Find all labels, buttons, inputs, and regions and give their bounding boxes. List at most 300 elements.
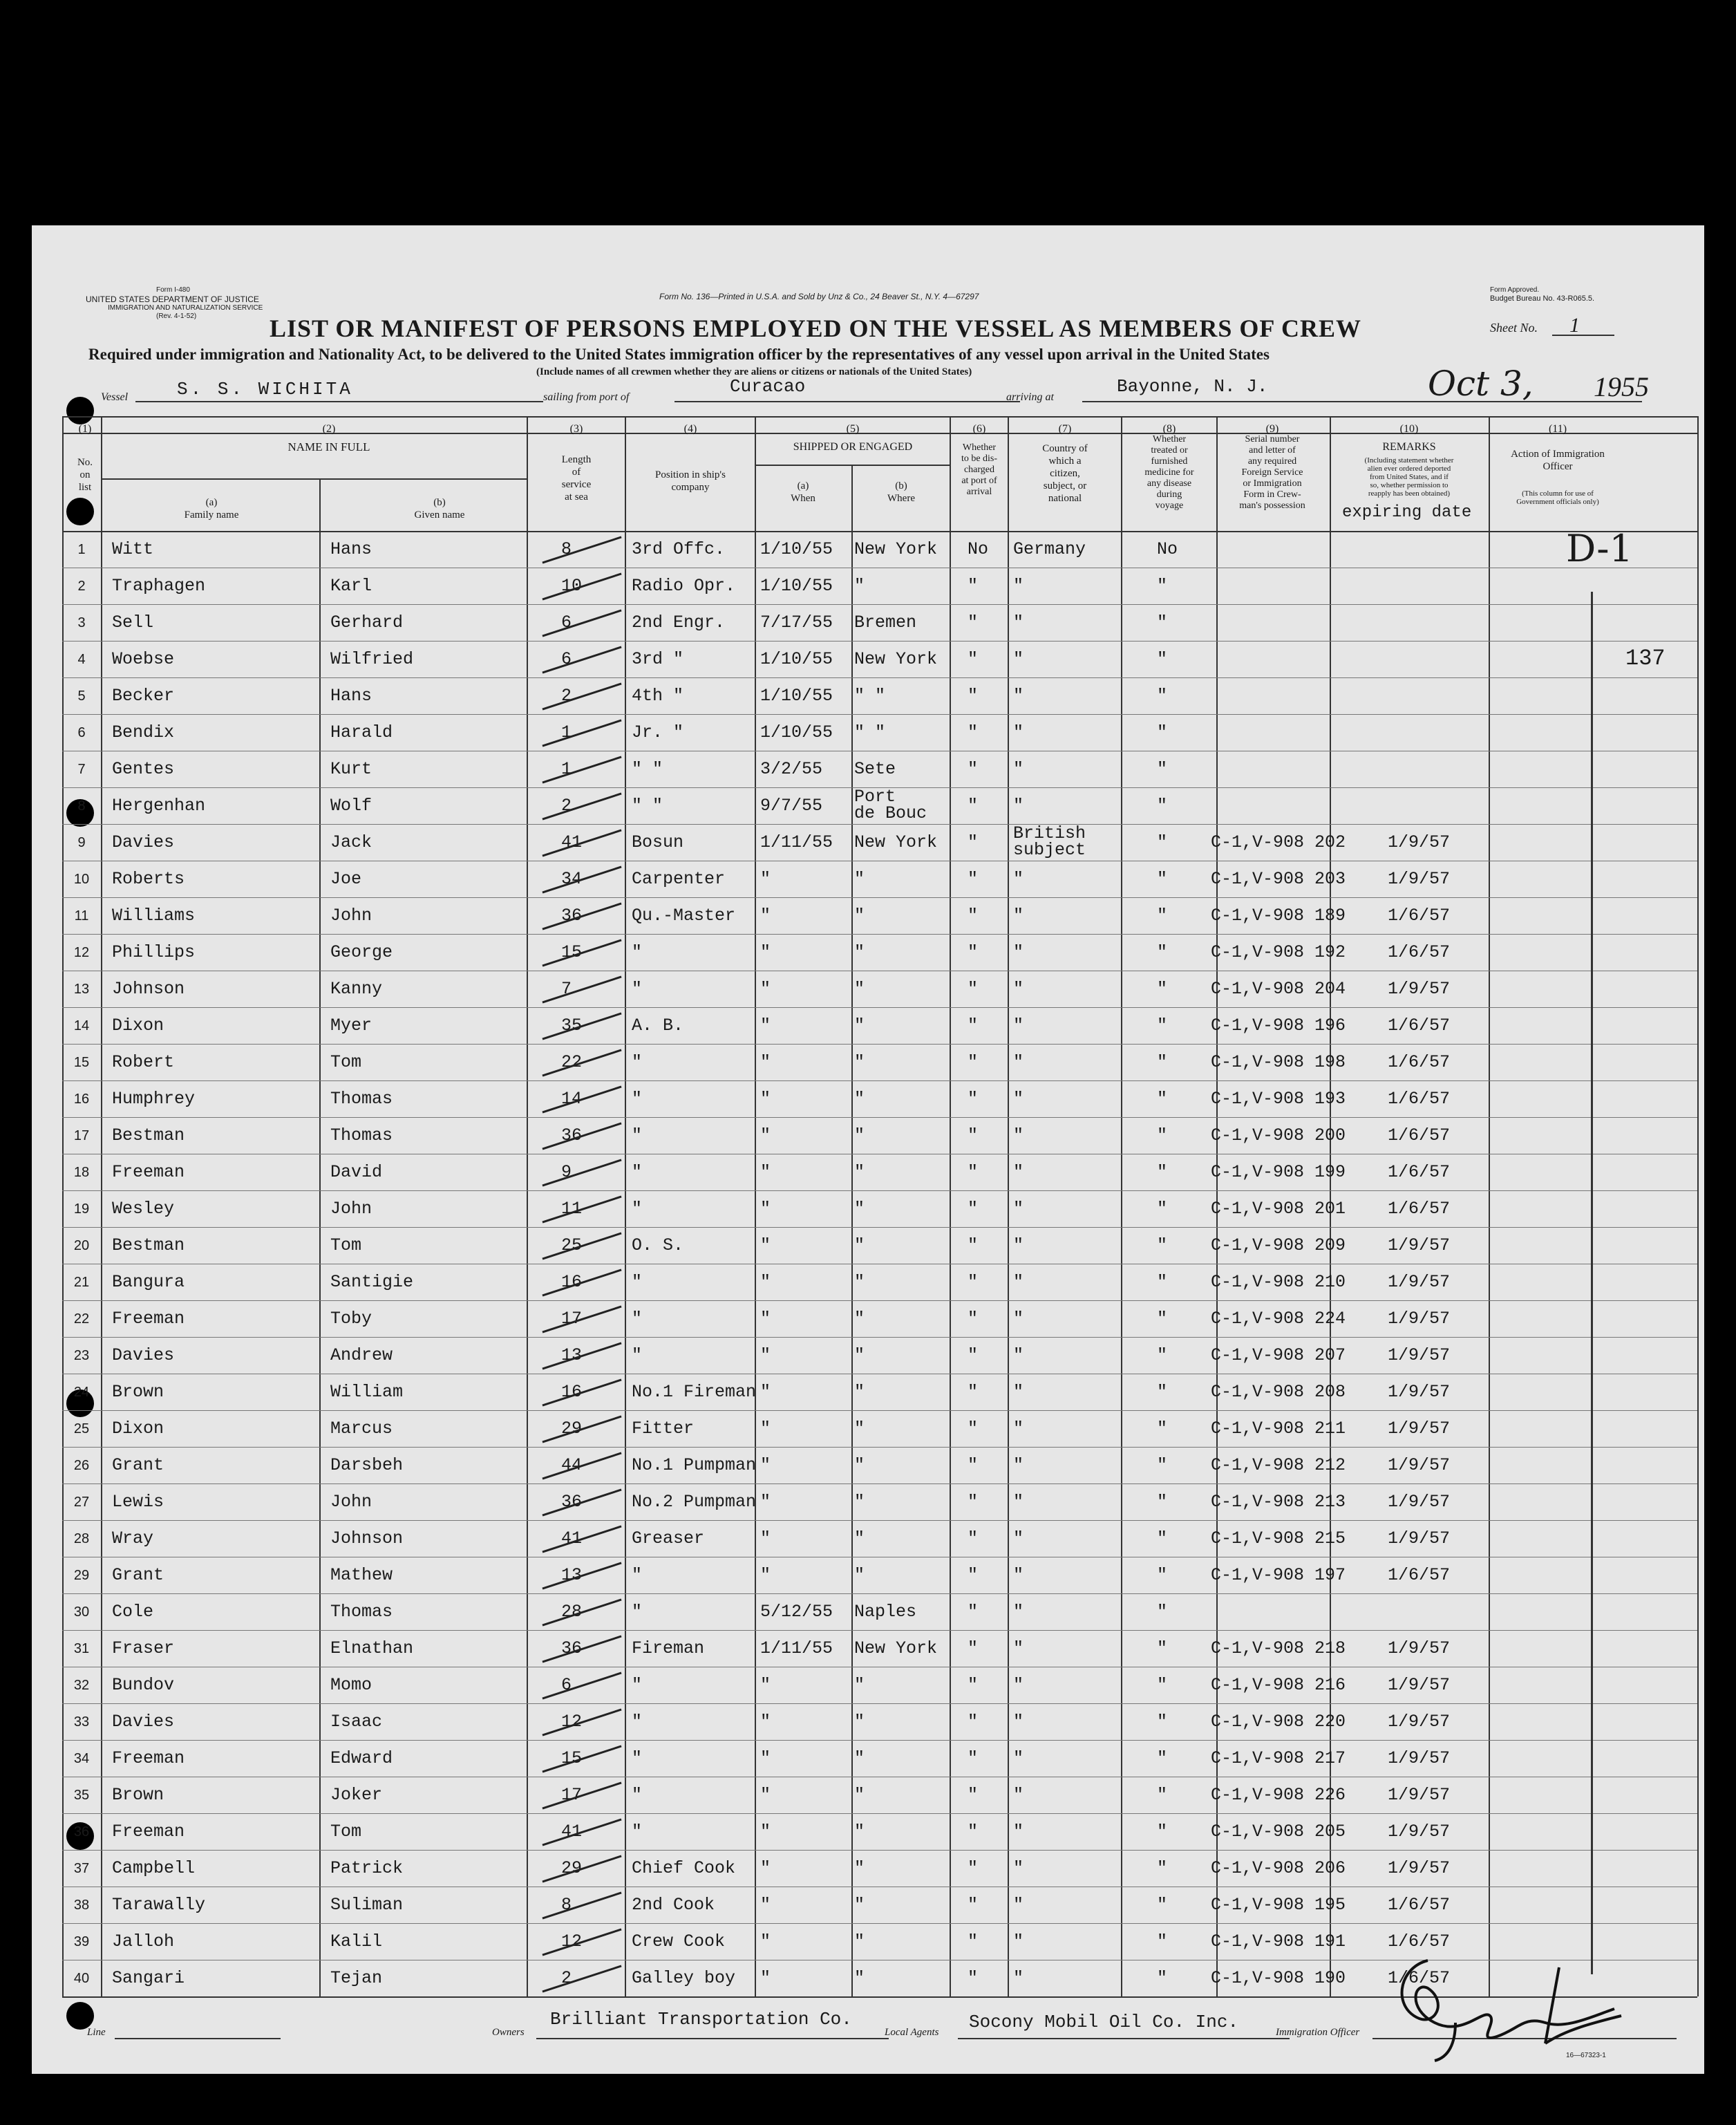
row-number: 26 (73, 1458, 90, 1473)
grid-line (1121, 416, 1122, 1996)
grid-line (62, 1044, 1697, 1045)
grid-line (62, 416, 1697, 418)
grid-line (62, 1703, 1697, 1704)
cell-position: " (632, 1199, 643, 1219)
cell-family: Davies (112, 1712, 175, 1732)
cell-when: 1/10/55 (760, 539, 833, 559)
cell-remarks: 1/6/57 (1388, 1199, 1451, 1219)
cell-where: " (854, 1712, 865, 1732)
cell-country: " (1013, 1931, 1024, 1951)
cell-family: Grant (112, 1565, 164, 1585)
grid-line (62, 1007, 1697, 1008)
grid-line (62, 641, 1697, 642)
cell-given: John (330, 906, 372, 926)
agents-value: Socony Mobil Oil Co. Inc. (969, 2012, 1239, 2032)
cell-service: 17 (561, 1785, 583, 1805)
cell-country: " (1013, 1455, 1024, 1475)
cell-country: " (1013, 1125, 1024, 1145)
punch-hole (66, 2002, 94, 2030)
cell-family: Bangura (112, 1272, 185, 1292)
row-number: 20 (73, 1238, 90, 1253)
officer-signature (1386, 1940, 1649, 2064)
cell-medicine: " (1157, 722, 1168, 742)
row-number: 36 (73, 1824, 90, 1840)
cell-when: " (760, 906, 771, 926)
cell-given: Darsbeh (330, 1455, 404, 1475)
cell-serial: C-1,V-908 202 (1211, 832, 1346, 852)
cell-serial: C-1,V-908 197 (1211, 1565, 1346, 1585)
col3-label: Length of service at sea (561, 454, 592, 503)
cell-where: New York (854, 832, 938, 852)
row-number: 31 (73, 1641, 90, 1656)
cell-position: O. S. (632, 1235, 684, 1255)
cell-given: Johnson (330, 1528, 404, 1548)
cell-discharge: " (968, 1712, 979, 1732)
cell-where: " (854, 1455, 865, 1475)
cell-country: " (1013, 1382, 1024, 1402)
cell-service: 13 (561, 1345, 583, 1365)
cell-service: 8 (561, 1895, 572, 1915)
cell-position: " (632, 1712, 643, 1732)
row-number: 30 (73, 1604, 90, 1620)
row-number: 37 (73, 1861, 90, 1876)
col1-num: (1) (78, 423, 92, 435)
cell-where: Port de Bouc (854, 787, 927, 823)
cell-when: " (760, 1272, 771, 1292)
cell-service: 29 (561, 1419, 583, 1439)
officer-mark: D-1 (1566, 527, 1633, 570)
cell-discharge: " (968, 576, 979, 596)
cell-remarks: 1/6/57 (1388, 1052, 1451, 1072)
cell-country: " (1013, 1089, 1024, 1109)
cell-given: Thomas (330, 1602, 393, 1622)
cell-family: Brown (112, 1382, 164, 1402)
cell-medicine: " (1157, 1785, 1168, 1805)
col5b-label: (b) Where (887, 480, 915, 504)
cell-remarks: 1/6/57 (1388, 1895, 1451, 1915)
cell-family: Freeman (112, 1162, 185, 1182)
cell-remarks: 1/9/57 (1388, 869, 1451, 889)
cell-country: " (1013, 1638, 1024, 1658)
cell-position: Crew Cook (632, 1931, 726, 1951)
cell-family: Wesley (112, 1199, 175, 1219)
cell-discharge: No (968, 539, 989, 559)
grid-line (62, 1080, 1697, 1081)
cell-remarks: 1/9/57 (1388, 1309, 1451, 1329)
cell-given: Wolf (330, 796, 372, 816)
cell-position: " " (632, 759, 663, 779)
cell-remarks: 1/9/57 (1388, 1272, 1451, 1292)
cell-medicine: " (1157, 1675, 1168, 1695)
row-number: 38 (73, 1898, 90, 1913)
col8-label: Whether treated or furnished medicine for any disease during voyage (1144, 434, 1194, 511)
cell-where: Naples (854, 1602, 917, 1622)
cell-country: " (1013, 1309, 1024, 1329)
cell-given: Elnathan (330, 1638, 414, 1658)
cell-serial: C-1,V-908 213 (1211, 1492, 1346, 1512)
cell-given: Jack (330, 832, 372, 852)
cell-serial: C-1,V-908 211 (1211, 1419, 1346, 1439)
row-number: 24 (73, 1385, 90, 1400)
col5a-label: (a) When (791, 480, 815, 504)
grid-line (62, 677, 1697, 678)
cell-serial: C-1,V-908 192 (1211, 942, 1346, 962)
cell-country: " (1013, 1235, 1024, 1255)
cell-medicine: " (1157, 832, 1168, 852)
sheet-label: Sheet No. (1490, 321, 1538, 335)
col5-num: (5) (846, 423, 860, 435)
cell-service: 7 (561, 979, 572, 999)
printer-note: Form No. 136—Printed in U.S.A. and Sold by Unz & Co., 24 Beaver St., N.Y. 4—67297 (659, 292, 979, 301)
cell-service: 6 (561, 649, 572, 669)
cell-country: Germany (1013, 539, 1086, 559)
cell-position: 2nd Engr. (632, 612, 726, 633)
row-number: 13 (73, 982, 90, 997)
col8-num: (8) (1162, 423, 1176, 435)
cell-discharge: " (968, 1492, 979, 1512)
col2-num: (2) (322, 423, 336, 435)
cell-service: 14 (561, 1089, 583, 1109)
cell-medicine: " (1157, 1712, 1168, 1732)
cell-service: 36 (561, 906, 583, 926)
cell-family: Fraser (112, 1638, 175, 1658)
cell-medicine: " (1157, 1492, 1168, 1512)
cell-given: Joker (330, 1785, 383, 1805)
cell-when: 5/12/55 (760, 1602, 833, 1622)
row-number: 32 (73, 1678, 90, 1693)
cell-where: " (854, 942, 865, 962)
cell-remarks: 1/9/57 (1388, 1345, 1451, 1365)
cell-discharge: " (968, 796, 979, 816)
cell-discharge: " (968, 649, 979, 669)
cell-when: 1/10/55 (760, 722, 833, 742)
cell-position: Radio Opr. (632, 576, 736, 596)
cell-where: New York (854, 649, 938, 669)
cell-service: 12 (561, 1931, 583, 1951)
cell-given: Marcus (330, 1419, 393, 1439)
cell-given: Suliman (330, 1895, 404, 1915)
cell-discharge: " (968, 612, 979, 633)
cell-medicine: " (1157, 1565, 1168, 1585)
cell-medicine: " (1157, 686, 1168, 706)
cell-discharge: " (968, 1822, 979, 1842)
cell-family: Traphagen (112, 576, 206, 596)
cell-position: " (632, 1785, 643, 1805)
cell-position: No.1 Fireman (632, 1382, 757, 1402)
cell-remarks: 1/6/57 (1388, 1015, 1451, 1036)
cell-serial: C-1,V-908 220 (1211, 1712, 1346, 1732)
cell-remarks: 1/9/57 (1388, 1675, 1451, 1695)
cell-country: " (1013, 759, 1024, 779)
cell-service: 44 (561, 1455, 583, 1475)
row-number: 18 (73, 1165, 90, 1180)
cell-position: Fireman (632, 1638, 705, 1658)
cell-country: " (1013, 722, 1024, 742)
cell-country: " (1013, 1565, 1024, 1585)
cell-position: Galley boy (632, 1968, 736, 1988)
cell-family: Freeman (112, 1309, 185, 1329)
row-number: 9 (77, 835, 86, 850)
col6-label: Whether to be dis- charged at port of arrival (961, 442, 998, 497)
grid-line (62, 1850, 1697, 1851)
cell-country: " (1013, 1419, 1024, 1439)
cell-where: " (854, 979, 865, 999)
cell-medicine: " (1157, 1419, 1168, 1439)
grid-line (62, 1410, 1697, 1411)
grid-line (101, 416, 102, 1996)
grid-line (62, 1227, 1697, 1228)
cell-serial: C-1,V-908 190 (1211, 1968, 1346, 1988)
cell-where: " (854, 1748, 865, 1768)
cell-when: " (760, 1968, 771, 1988)
cell-where: " (854, 1858, 865, 1878)
row-number: 6 (77, 725, 86, 740)
cell-service: 10 (561, 576, 583, 596)
cell-where: Bremen (854, 612, 917, 633)
cell-discharge: " (968, 1199, 979, 1219)
cell-family: Roberts (112, 869, 185, 889)
cell-when: " (760, 1822, 771, 1842)
cell-serial: C-1,V-908 201 (1211, 1199, 1346, 1219)
cell-serial: C-1,V-908 212 (1211, 1455, 1346, 1475)
col9-label: Serial number and letter of any required Foreign Service or Immigration Form in Crew- man's possession (1239, 434, 1305, 511)
cell-medicine: " (1157, 1052, 1168, 1072)
cell-service: 8 (561, 539, 572, 559)
cell-given: Thomas (330, 1125, 393, 1145)
cell-discharge: " (968, 832, 979, 852)
cell-when: " (760, 1895, 771, 1915)
form-note: (Include names of all crewmen whether they are aliens or citizens or nationals of the United States) (536, 366, 972, 377)
cell-serial: C-1,V-908 217 (1211, 1748, 1346, 1768)
cell-service: 2 (561, 686, 572, 706)
cell-serial: C-1,V-908 215 (1211, 1528, 1346, 1548)
cell-where: " (854, 1162, 865, 1182)
sailing-label: sailing from port of (543, 391, 630, 403)
grid-line (62, 604, 1697, 605)
cell-serial: C-1,V-908 205 (1211, 1822, 1346, 1842)
cell-family: Hergenhan (112, 796, 206, 816)
cell-when: 1/10/55 (760, 649, 833, 669)
cell-discharge: " (968, 1235, 979, 1255)
cell-discharge: " (968, 759, 979, 779)
col11-label: Action of Immigration Officer (1511, 449, 1605, 472)
cell-when: " (760, 1382, 771, 1402)
col2a-label: (a) Family name (184, 497, 239, 521)
cell-where: " (854, 906, 865, 926)
cell-country: " (1013, 1492, 1024, 1512)
cell-discharge: " (968, 1052, 979, 1072)
cell-medicine: " (1157, 1162, 1168, 1182)
grid-line (62, 531, 1697, 532)
cell-when: " (760, 1345, 771, 1365)
row-number: 39 (73, 1934, 90, 1949)
grid-line (62, 1447, 1697, 1448)
row-number: 40 (73, 1971, 90, 1986)
grid-line (62, 934, 1697, 935)
grid-line (101, 478, 527, 480)
cell-position: Jr. " (632, 722, 684, 742)
cell-discharge: " (968, 686, 979, 706)
cell-where: " (854, 1345, 865, 1365)
cell-medicine: " (1157, 979, 1168, 999)
cell-position: " (632, 1748, 643, 1768)
cell-position: Carpenter (632, 869, 726, 889)
grid-line (527, 416, 528, 1996)
cell-country: " (1013, 686, 1024, 706)
grid-line (851, 465, 853, 1996)
cell-discharge: " (968, 1858, 979, 1878)
cell-position: " (632, 942, 643, 962)
grid-line (62, 714, 1697, 715)
row-number: 12 (73, 945, 90, 960)
row-number: 16 (73, 1092, 90, 1107)
cell-serial: C-1,V-908 210 (1211, 1272, 1346, 1292)
cell-country: " (1013, 1272, 1024, 1292)
cell-where: " (854, 1199, 865, 1219)
cell-service: 28 (561, 1602, 583, 1622)
cell-given: Harald (330, 722, 393, 742)
cell-serial: C-1,V-908 200 (1211, 1125, 1346, 1145)
cell-country: " (1013, 1895, 1024, 1915)
sheet-number: 1 (1569, 314, 1580, 337)
cell-family: Woebse (112, 649, 175, 669)
cell-when: " (760, 1455, 771, 1475)
cell-where: " " (854, 722, 886, 742)
cell-remarks: 1/9/57 (1388, 1858, 1451, 1878)
cell-family: Bendix (112, 722, 175, 742)
cell-position: " (632, 1822, 643, 1842)
cell-where: New York (854, 539, 938, 559)
row-number: 10 (73, 872, 90, 887)
cell-when: " (760, 1675, 771, 1695)
cell-given: Hans (330, 539, 372, 559)
cell-country: " (1013, 1345, 1024, 1365)
row-number: 5 (77, 689, 86, 704)
port-from: Curacao (730, 376, 806, 397)
officer-label: Immigration Officer (1276, 2027, 1360, 2038)
vessel-name: S. S. WICHITA (177, 379, 353, 400)
cell-country: " (1013, 1858, 1024, 1878)
cell-discharge: " (968, 722, 979, 742)
grid-line (62, 1300, 1697, 1301)
cell-position: Chief Cook (632, 1858, 736, 1878)
cell-service: 36 (561, 1638, 583, 1658)
grid-line (62, 897, 1697, 898)
cell-service: 41 (561, 832, 583, 852)
page-count-note: 137 (1625, 646, 1666, 671)
cell-when: " (760, 1199, 771, 1219)
cell-discharge: " (968, 1089, 979, 1109)
row-number: 14 (73, 1018, 90, 1033)
cell-position: " (632, 1052, 643, 1072)
cell-where: " (854, 1235, 865, 1255)
officer-pencil-line (1591, 592, 1593, 1974)
cell-remarks: 1/9/57 (1388, 1712, 1451, 1732)
cell-family: Freeman (112, 1748, 185, 1768)
cell-position: No.1 Pumpman (632, 1455, 757, 1475)
cell-when: " (760, 979, 771, 999)
cell-discharge: " (968, 1565, 979, 1585)
col2b-label: (b) Given name (414, 497, 465, 521)
cell-service: 6 (561, 1675, 572, 1695)
cell-medicine: " (1157, 1015, 1168, 1036)
cell-country: " (1013, 796, 1024, 816)
cell-service: 11 (561, 1199, 583, 1219)
cell-position: " (632, 1162, 643, 1182)
cell-family: Phillips (112, 942, 196, 962)
cell-remarks: 1/9/57 (1388, 1528, 1451, 1548)
cell-given: Kanny (330, 979, 383, 999)
cell-medicine: " (1157, 1931, 1168, 1951)
cell-where: " (854, 1675, 865, 1695)
department: UNITED STATES DEPARTMENT OF JUSTICE (86, 294, 259, 304)
cell-service: 17 (561, 1309, 583, 1329)
cell-position: 4th " (632, 686, 684, 706)
row-number: 21 (73, 1275, 90, 1290)
cell-medicine: " (1157, 1199, 1168, 1219)
cell-position: " (632, 1089, 643, 1109)
cell-country: " (1013, 1712, 1024, 1732)
col1-label: No. on list (77, 457, 93, 493)
cell-discharge: " (968, 1895, 979, 1915)
cell-given: William (330, 1382, 404, 1402)
cell-given: Tom (330, 1822, 362, 1842)
line-label: Line (87, 2027, 106, 2038)
cell-service: 34 (561, 869, 583, 889)
cell-where: " (854, 1492, 865, 1512)
cell-serial: C-1,V-908 206 (1211, 1858, 1346, 1878)
grid-line (62, 824, 1697, 825)
cell-family: Williams (112, 906, 196, 926)
cell-serial: C-1,V-908 226 (1211, 1785, 1346, 1805)
cell-family: Witt (112, 539, 154, 559)
grid-line (319, 478, 321, 1996)
cell-serial: C-1,V-908 208 (1211, 1382, 1346, 1402)
cell-when: " (760, 1785, 771, 1805)
cell-given: Santigie (330, 1272, 414, 1292)
grid-line (1008, 416, 1009, 1996)
cell-when: " (760, 1052, 771, 1072)
cell-discharge: " (968, 1602, 979, 1622)
grid-line (62, 1117, 1697, 1118)
cell-remarks: 1/9/57 (1388, 1638, 1451, 1658)
cell-where: " (854, 1785, 865, 1805)
cell-where: " (854, 1052, 865, 1072)
cell-serial: C-1,V-908 191 (1211, 1931, 1346, 1951)
cell-when: " (760, 1565, 771, 1585)
cell-given: Andrew (330, 1345, 393, 1365)
grid-line (950, 416, 951, 1996)
cell-service: 29 (561, 1858, 583, 1878)
agents-label: Local Agents (885, 2027, 939, 2038)
cell-when: " (760, 1309, 771, 1329)
cell-discharge: " (968, 1162, 979, 1182)
cell-service: 12 (561, 1712, 583, 1732)
cell-when: " (760, 1528, 771, 1548)
cell-medicine: " (1157, 869, 1168, 889)
row-number: 28 (73, 1531, 90, 1546)
cell-serial: C-1,V-908 216 (1211, 1675, 1346, 1695)
cell-family: Wray (112, 1528, 154, 1548)
cell-position: Greaser (632, 1528, 705, 1548)
cell-where: " " (854, 686, 886, 706)
row-number: 8 (77, 798, 86, 814)
col7-num: (7) (1058, 423, 1072, 435)
arrival-date: Oct 3, (1428, 364, 1534, 404)
cell-service: 25 (561, 1235, 583, 1255)
row-number: 4 (77, 652, 86, 667)
cell-given: Joe (330, 869, 362, 889)
